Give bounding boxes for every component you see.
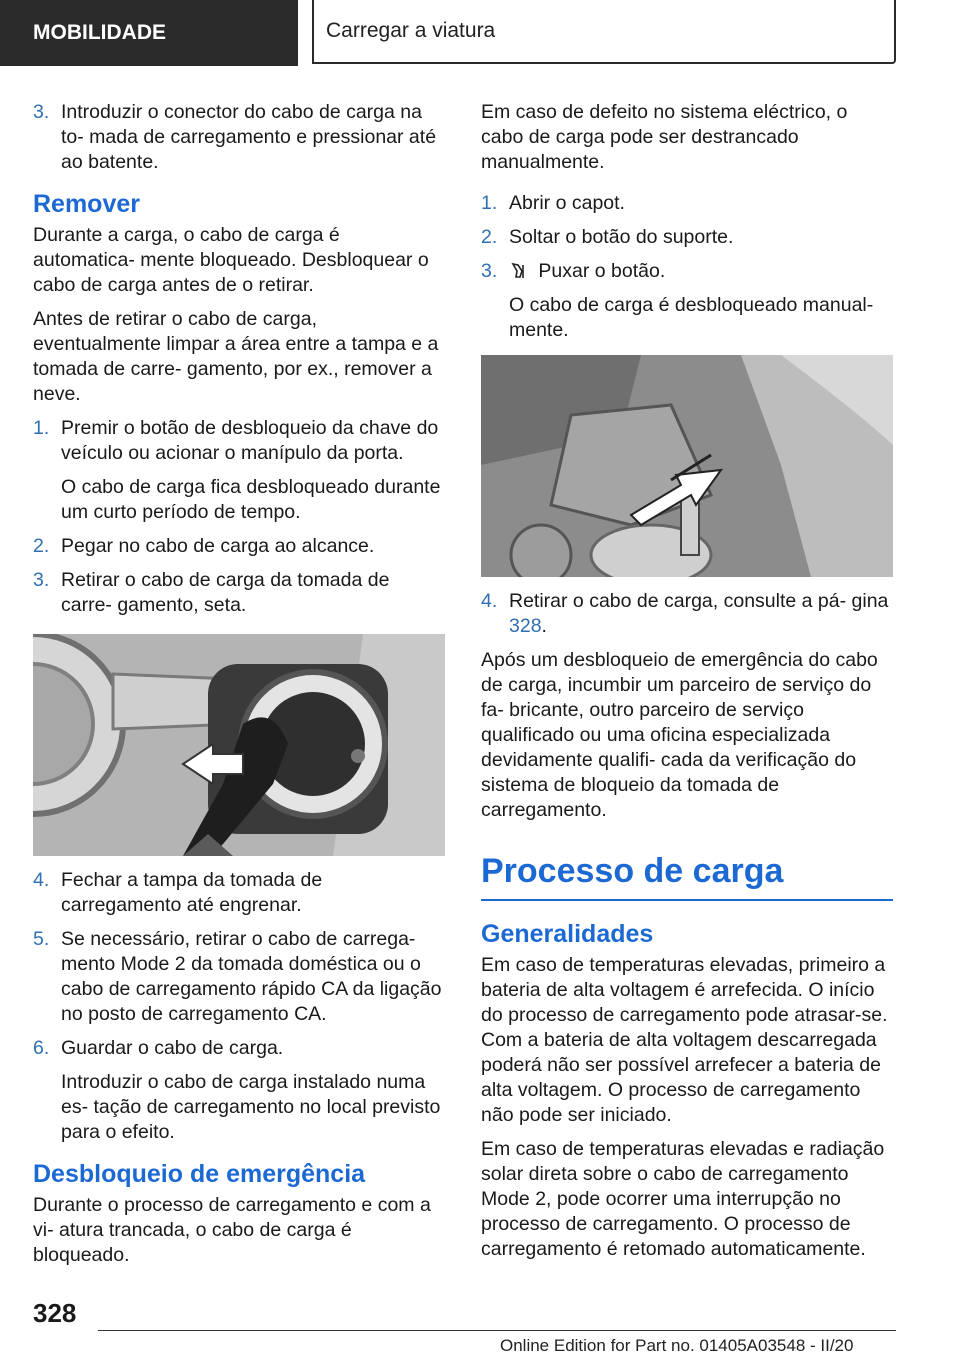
step-number: 1. [481,192,498,214]
step-text: Retirar o cabo de carga da tomada de carre- gamento, seta. [61,569,390,616]
step-number: 6. [33,1037,50,1059]
section-title: MOBILIDADE [33,21,166,44]
step-text: Premir o botão de desbloqueio da chave do veículo ou acionar o manípulo da porta. [61,417,439,464]
step-text: Pegar no cabo de carga ao alcance. [61,535,375,557]
step-text: Fechar a tampa da tomada de carregamento até engrenar. [61,869,323,916]
list-item [33,416,445,466]
footer-divider [98,1330,896,1331]
step-number: 2. [481,226,498,248]
paragraph: Antes de retirar o cabo de carga, eventualmente limpar a área entre a tampa e a tomada de carre- gamento, por ex., remover a neve. [33,308,439,405]
chapter-tab [312,0,896,64]
step-number: 3. [33,569,50,591]
step-text: Introduzir o conector do cabo de carga na to- mada de carregamento e pressionar até ao batente. [61,101,437,173]
step-text: Puxar o botão. [538,260,666,282]
heading-emergency-unlock: Desbloqueio de emergência [33,1160,366,1188]
list-item [33,100,445,175]
list-item [33,568,445,618]
footer-edition: Online Edition for Part no. 01405A03548 - II/20 [500,1336,854,1355]
step-text: Soltar o botão do suporte. [509,226,734,248]
paragraph: Em caso de temperaturas elevadas e radiação solar direta sobre o cabo de carregamento Mode 2, pode ocorrer uma interrupção no processo de carregamento. O processo de carregamento é retomado automaticamente. [481,1138,885,1260]
step-text: Guardar o cabo de carga. [61,1037,284,1059]
step-number: 3. [33,101,50,123]
chapter-title: Carregar a viatura [326,19,496,42]
heading-remover: Remover [33,190,140,218]
step-text-wrap [509,259,893,284]
step-text-wrap [509,589,893,639]
page-reference-link[interactable]: 328 [509,615,542,637]
engine-bay-photo [481,355,893,577]
step-number: 4. [33,869,50,891]
list-item [481,259,893,284]
section-tab [0,0,298,66]
step-text: Se necessário, retirar o cabo de carrega- mento Mode 2 da tomada doméstica ou o cabo de carregamento rápido CA da ligação no posto de carregamento CA. [61,928,442,1025]
step-subtext: O cabo de carga é desbloqueado manual- mente. [509,294,874,341]
step-text: Retirar o cabo de carga, consulte a pá- gina [509,590,889,612]
step-text-end: . [541,615,547,637]
paragraph: Durante o processo de carregamento e com a vi- atura trancada, o cabo de carga é bloqueado. [33,1194,431,1266]
paragraph: Em caso de defeito no sistema eléctrico, o cabo de carga pode ser destrancado manualmente. [481,101,848,173]
step-subtext: Introduzir o cabo de carga instalado numa es- tação de carregamento no local previsto para o efeito. [61,1071,441,1143]
list-item [481,589,893,639]
list-item [481,191,893,216]
list-item [481,225,893,250]
step-number: 4. [481,590,498,612]
heading-charging-process: Processo de carga [481,849,893,901]
step-number: 1. [33,417,50,439]
paragraph: Durante a carga, o cabo de carga é automatica- mente bloqueado. Desbloquear o cabo de carga antes de o retirar. [33,224,429,296]
step-number: 2. [33,535,50,557]
step-number: 5. [33,928,50,950]
paragraph: Em caso de temperaturas elevadas, primeiro a bateria de alta voltagem é arrefecida. O início do processo de carregamento pode atrasar-se. Com a bateria de alta voltagem descarregada poderá não ser possível arrefecer a bateria de alta voltagem. O processo de carregamento não pode ser iniciado. [481,954,888,1126]
heading-general: Generalidades [481,920,654,948]
paragraph: Após um desbloqueio de emergência do cabo de carga, incumbir um parceiro de serviço do fa- bricante, outro parceiro de serviço qualificado ou uma oficina especializada devidamente qualifi- cada da verificação do sistema de bloqueio da tomada de carregamento. [481,649,878,821]
page-number: 328 [33,1298,77,1328]
list-item [33,1036,445,1061]
left-column [33,100,445,1277]
right-column [481,100,893,1271]
list-item [33,868,445,918]
hand-pull-icon [509,262,527,280]
list-item [33,927,445,1027]
step-number: 3. [481,260,498,282]
list-item [33,534,445,559]
step-subtext: O cabo de carga fica desbloqueado durante um curto período de tempo. [61,476,441,523]
charging-port-photo [33,634,445,856]
step-text: Abrir o capot. [509,192,625,214]
